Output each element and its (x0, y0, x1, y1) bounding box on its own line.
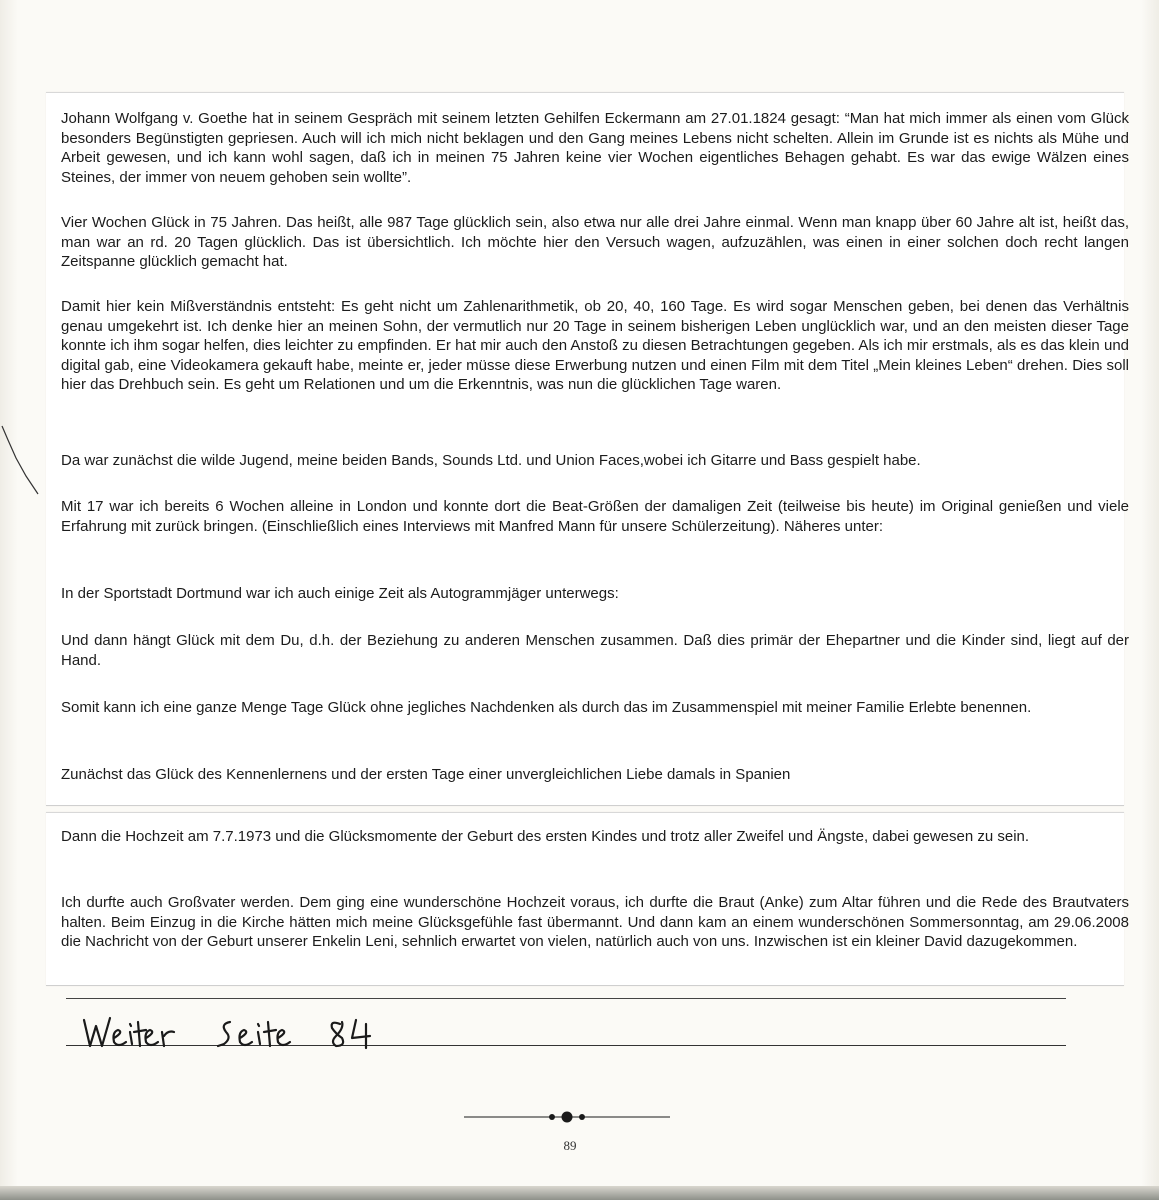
page-number: 89 (563, 1138, 577, 1153)
margin-pencil-mark (0, 420, 50, 500)
page-bottom-edge (0, 1186, 1159, 1200)
paragraph-goethe-quote: Johann Wolfgang v. Goethe hat in seinem Gespräch mit seinem letzten Gehilfen Eckermann am 27.01.1824 gesagt: “Man hat mich immer als einen vom Glück besonders Begünstigten gepriesen. Auch will ich mich nicht beklagen und den Gang meines Lebens nicht schelten. Allein im Grunde ist es nichts als Mühe und Arbeit gewesen, und ich kann wohl sagen, daß ich in meinen 75 Jahren keine vier Wochen eigentliches Behagen gehabt. Es war das ewige Wälzen eines Steines, der immer von neuem gehoben sein wollte”. (61, 110, 1129, 186)
paragraph-spain: Zunächst das Glück des Kennenlernens und der ersten Tage einer unvergleichlichen Liebe damals in Spanien (61, 766, 791, 783)
paragraph-family: Somit kann ich eine ganze Menge Tage Glück ohne jegliches Nachdenken als durch das im Zusammenspiel mit meiner Familie Erlebte benennen. (61, 699, 1032, 716)
handwritten-note (80, 1010, 500, 1058)
writing-line-top (66, 998, 1066, 999)
paragraph-relationships: Und dann hängt Glück mit dem Du, d.h. der Beziehung zu anderen Menschen zusammen. Daß dies primär der Ehepartner und die Kinder sind, liegt auf der Hand. (61, 632, 1129, 669)
paragraph-dortmund: In der Sportstadt Dortmund war ich auch einige Zeit als Autogrammjäger unterwegs: (61, 585, 619, 602)
page-divider-ornament (464, 1106, 670, 1128)
paragraph-wedding: Dann die Hochzeit am 7.7.1973 und die Glücksmomente der Geburt des ersten Kindes und trotz aller Zweifel und Ängste, dabei gewesen zu sein. (61, 828, 1030, 845)
paragraph-four-weeks: Vier Wochen Glück in 75 Jahren. Das heißt, alle 987 Tage glücklich sein, also etwa nur alle drei Jahre einmal. Wenn man knapp über 60 Jahre alt ist, heißt das, man war an rd. 20 Tagen glücklich. Das ist übersichtlich. Ich möchte hier den Versuch wagen, aufzuzählen, was einen in einer solchen doch recht langen Zeitspanne glücklich gemacht hat. (61, 214, 1129, 270)
paragraph-london: Mit 17 war ich bereits 6 Wochen alleine in London und konnte dort die Beat-Größen der damaligen Zeit (teilweise bis heute) im Original genießen und viele Erfahrung mit zurück bringen. (Einschließlich eines Interviews mit Manfred Mann für unsere Schülerzeitung). Näheres unter: (61, 498, 1129, 535)
paragraph-youth-bands: Da war zunächst die wilde Jugend, meine beiden Bands, Sounds Ltd. und Union Faces,wobei ich Gitarre und Bass gespielt habe. (61, 452, 921, 469)
paragraph-grandfather: Ich durfte auch Großvater werden. Dem ging eine wunderschöne Hochzeit voraus, ich durfte die Braut (Anke) zum Altar führen und die Rede des Brautvaters halten. Beim Einzug in die Kirche hätten mich meine Glücksgefühle fast übermannt. Und dann kam an einem wunderschönen Sommersonntag, am 29.06.2008 die Nachricht von der Geburt unserer Enkelin Leni, sehnlich erwartet von vielen, natürlich auch von uns. Inzwischen ist ein kleiner David dazugekommen. (61, 894, 1129, 950)
paragraph-misunderstanding: Damit hier kein Mißverständnis entsteht: Es geht nicht um Zahlenarithmetik, ob 20, 40, 160 Tage. Es wird sogar Menschen geben, bei denen das Verhältnis genau umgekehrt ist. Ich denke hier an meinen Sohn, der vermutlich nur 20 Tage in seinem bisherigen Leben unglücklich war, und an den meisten dieser Tage konnte ich ihm sogar helfen, dies leichter zu empfinden. Er hat mir auch den Anstoß zu diesen Betrachtungen gegeben. Als ich mir erstmals, als es das klein und digital gab, eine Videokamera gekauft habe, meinte er, jeder müsse diese Erwerbung nutzen und einen Film mit dem Titel „Mein kleines Leben“ drehen. Dies soll hier das Drehbuch sein. Es geht um Relationen und um die Erkenntnis, was nun die glücklichen Tage waren. (61, 298, 1129, 393)
